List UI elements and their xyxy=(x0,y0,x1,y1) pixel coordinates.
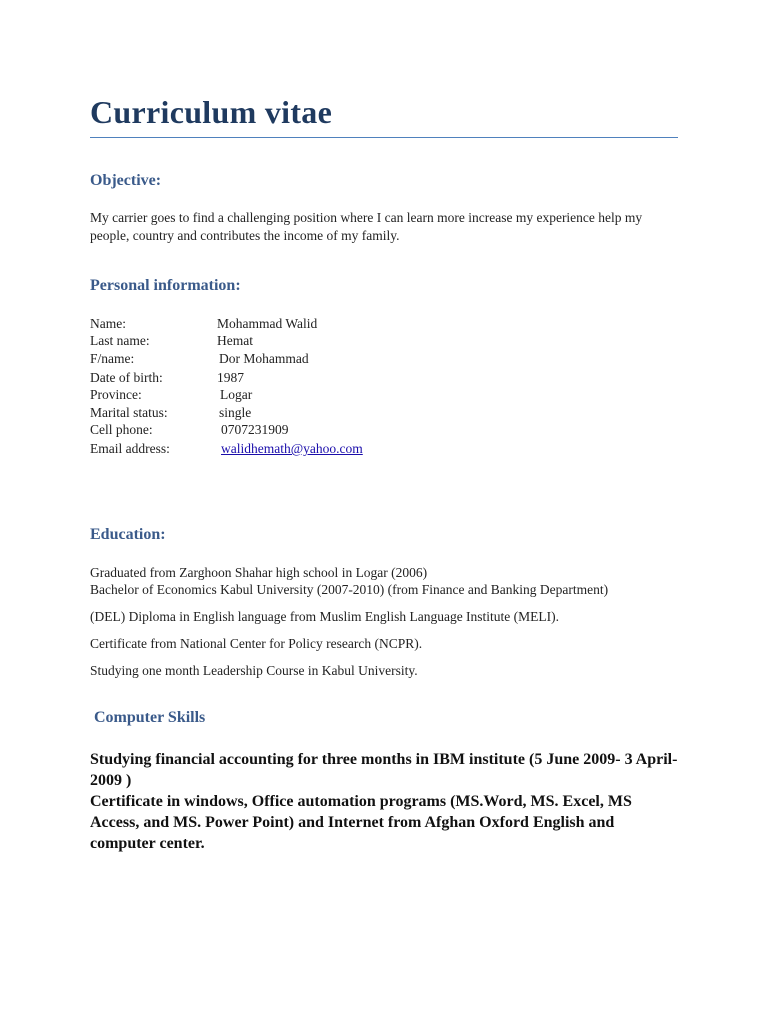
title-divider xyxy=(90,137,678,138)
info-label: Name: xyxy=(90,316,126,331)
info-value: 0707231909 xyxy=(221,422,289,437)
info-value: Logar xyxy=(220,387,253,402)
computer-skills-heading: Computer Skills xyxy=(94,709,206,726)
education-item: Studying one month Leadership Course in Kabul University. xyxy=(90,663,418,678)
info-value: 1987 xyxy=(217,370,244,385)
info-value: Hemat xyxy=(217,333,253,348)
info-label: Marital status: xyxy=(90,405,168,420)
info-label: F/name: xyxy=(90,351,135,366)
document-title: Curriculum vitae xyxy=(90,94,333,130)
personal-info-heading: Personal information: xyxy=(90,277,241,294)
education-item: Graduated from Zarghoon Shahar high school in Logar (2006) xyxy=(90,565,428,580)
education-item: Bachelor of Economics Kabul University (2007-2010) (from Finance and Banking Department) xyxy=(90,582,609,597)
info-value: single xyxy=(219,405,252,420)
info-label: Province: xyxy=(90,387,142,402)
skill-item: Studying financial accounting for three months in IBM institute (5 June 2009- 3 April- 2009 ) xyxy=(90,751,678,789)
info-label: Date of birth: xyxy=(90,370,163,385)
objective-text: My carrier goes to find a challenging position where I can learn more increase my experience help my people, country and contributes the income of my family. xyxy=(90,210,643,243)
education-item: Certificate from National Center for Policy research (NCPR). xyxy=(90,636,423,651)
education-item: (DEL) Diploma in English language from Muslim English Language Institute (MELI). xyxy=(90,609,560,624)
education-heading: Education: xyxy=(90,526,166,543)
info-label: Email address: xyxy=(90,441,170,456)
email-link[interactable]: walidhemath@yahoo.com xyxy=(221,441,363,456)
objective-heading: Objective: xyxy=(90,172,162,189)
info-value: Dor Mohammad xyxy=(219,351,309,366)
info-label: Last name: xyxy=(90,333,150,348)
skill-item: Certificate in windows, Office automation programs (MS.Word, MS. Excel, MS Access, and MS. Power Point) and Internet from Afghan Oxford English and computer center. xyxy=(90,793,632,852)
info-label: Cell phone: xyxy=(90,422,153,437)
info-value: Mohammad Walid xyxy=(217,316,318,331)
